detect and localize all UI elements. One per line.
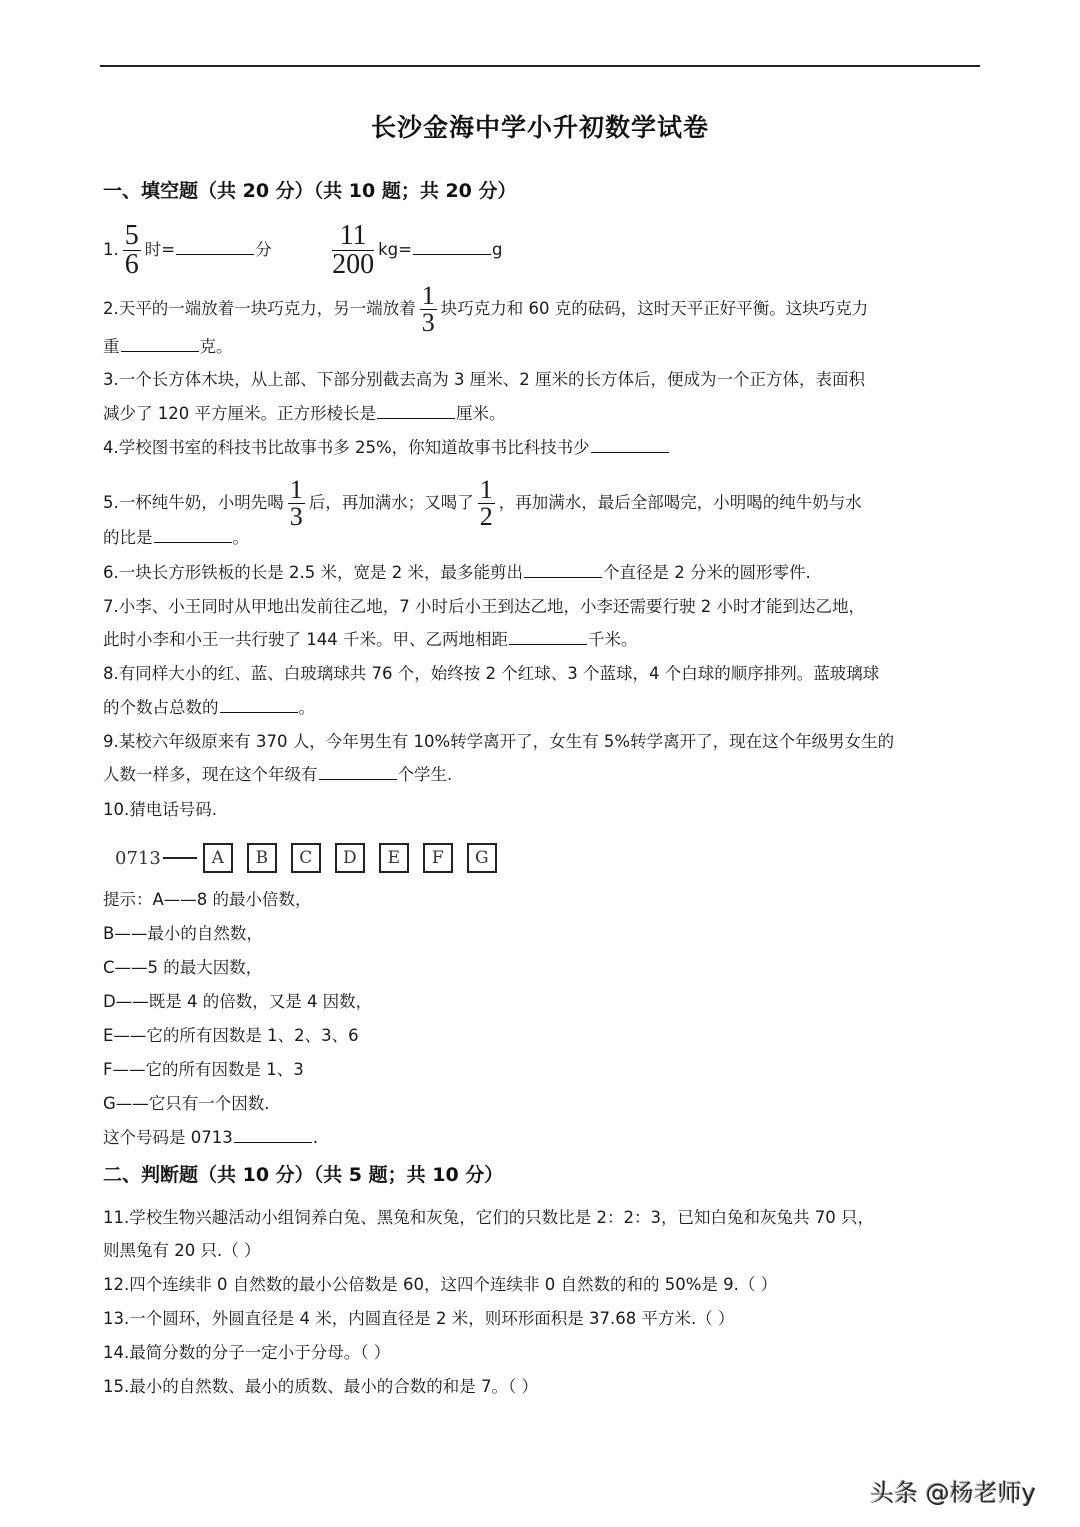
answer-blank[interactable] bbox=[509, 630, 587, 645]
answer-blank[interactable] bbox=[234, 1128, 312, 1143]
question-9-cont: 人数一样多，现在这个年级有 个学生. bbox=[103, 765, 453, 784]
question-2-cont: 重 克。 bbox=[103, 337, 233, 356]
question-7: 7.小李、小王同时从甲地出发前往乙地，7 小时后小王到达乙地，小李还需要行驶 2 小时才能到达乙地， bbox=[103, 597, 865, 616]
question-10-answer: 这个号码是 0713 . bbox=[103, 1128, 318, 1147]
section-heading-fill-in: 一、填空题（共 20 分）（共 10 题；共 20 分） bbox=[103, 180, 517, 202]
fraction: $\frac{1}{2}$ bbox=[479, 475, 493, 531]
question-4: 4.学校图书室的科技书比故事书多 25%，你知道故事书比科技书少 bbox=[103, 438, 670, 458]
section-heading-true-false: 二、判断题（共 10 分）（共 5 题；共 10 分） bbox=[103, 1164, 504, 1186]
fraction: $\frac{11}{200}$ bbox=[332, 220, 375, 280]
digit-box-e: E bbox=[379, 843, 409, 873]
dash bbox=[163, 857, 197, 859]
answer-blank[interactable] bbox=[591, 438, 669, 453]
hint-c: C——5 的最大因数， bbox=[103, 958, 263, 977]
question-12: 12.四个连续非 0 自然数的最小公倍数是 60，这四个连续非 0 自然数的和的 50%是 9.（ ） bbox=[103, 1275, 778, 1294]
digit-box-a: A bbox=[203, 843, 233, 873]
fraction: $\frac{1}{3}$ bbox=[421, 281, 435, 337]
answer-blank[interactable] bbox=[220, 698, 298, 713]
digit-box-b: B bbox=[247, 843, 277, 873]
hint-d: D——既是 4 的倍数，又是 4 因数， bbox=[103, 992, 373, 1011]
question-1: 1. $\frac{5}{6}$ 时= 分 $\frac{11}{200}$ kg= g bbox=[103, 220, 503, 280]
question-10: 10.猜电话号码. bbox=[103, 800, 217, 819]
phone-prefix: 0713 bbox=[115, 847, 161, 869]
hint-e: E——它的所有因数是 1、2、3、6 bbox=[103, 1026, 359, 1045]
hint-g: G——它只有一个因数. bbox=[103, 1094, 270, 1113]
question-15: 15.最小的自然数、最小的质数、最小的合数的和是 7。（ ） bbox=[103, 1377, 538, 1396]
question-5-cont: 的比是 。 bbox=[103, 528, 249, 547]
answer-blank[interactable] bbox=[121, 337, 199, 352]
page-title: 长沙金海中学小升初数学试卷 bbox=[370, 113, 709, 142]
answer-blank[interactable] bbox=[413, 240, 491, 255]
answer-blank[interactable] bbox=[176, 240, 254, 255]
question-11: 11.学校生物兴趣活动小组饲养白兔、黑兔和灰兔，它们的只数比是 2：2：3，已知白兔和灰兔共 70 只， bbox=[103, 1208, 874, 1227]
question-5: 5.一杯纯牛奶，小明先喝 $\frac{1}{3}$ 后，再加满水；又喝了 $\frac{1}{2}$ ，再加满水，最后全部喝完，小明喝的纯牛奶与水 bbox=[103, 475, 862, 531]
top-rule bbox=[100, 65, 980, 67]
question-7-cont: 此时小李和小王一共行驶了 144 千米。甲、乙两地相距 千米。 bbox=[103, 630, 638, 649]
answer-blank[interactable] bbox=[154, 528, 232, 543]
question-8-cont: 的个数占总数的 。 bbox=[103, 698, 315, 717]
question-6: 6.一块长方形铁板的长是 2.5 米，宽是 2 米，最多能剪出 个直径是 2 分米的圆形零件. bbox=[103, 563, 811, 582]
hint-b: B——最小的自然数， bbox=[103, 924, 263, 943]
answer-blank[interactable] bbox=[319, 765, 397, 780]
fraction: $\frac{1}{3}$ bbox=[289, 475, 303, 531]
question-14: 14.最简分数的分子一定小于分母。（ ） bbox=[103, 1343, 391, 1362]
phone-number-diagram bbox=[115, 843, 511, 873]
hint-f: F——它的所有因数是 1、3 bbox=[103, 1060, 304, 1079]
question-9: 9.某校六年级原来有 370 人，今年男生有 10%转学离开了，女生有 5%转学离开了，现在这个年级男女生的 bbox=[103, 732, 895, 751]
fraction: $\frac{5}{6}$ bbox=[124, 220, 139, 280]
answer-blank[interactable] bbox=[377, 404, 455, 419]
watermark: 头条 @杨老师y bbox=[870, 1479, 1036, 1507]
question-3: 3.一个长方体木块，从上部、下部分别截去高为 3 厘米、2 厘米的长方体后，便成为一个正方体，表面积 bbox=[103, 370, 865, 389]
answer-blank[interactable] bbox=[524, 563, 602, 578]
hint-a: 提示：A——8 的最小倍数， bbox=[103, 890, 312, 909]
question-2: 2.天平的一端放着一块巧克力，另一端放着 $\frac{1}{3}$ 块巧克力和 60 克的砝码，这时天平正好平衡。这块巧克力 bbox=[103, 281, 869, 337]
question-8: 8.有同样大小的红、蓝、白玻璃球共 76 个，始终按 2 个红球、3 个蓝球，4 个白球的顺序排列。蓝玻璃球 bbox=[103, 664, 880, 683]
digit-box-f: F bbox=[423, 843, 453, 873]
digit-box-d: D bbox=[335, 843, 365, 873]
digit-box-c: C bbox=[291, 843, 321, 873]
digit-box-g: G bbox=[467, 843, 497, 873]
question-13: 13.一个圆环，外圆直径是 4 米，内圆直径是 2 米，则环形面积是 37.68 平方米.（ ） bbox=[103, 1309, 735, 1328]
question-3-cont: 减少了 120 平方厘米。正方形棱长是 厘米。 bbox=[103, 404, 506, 423]
question-11-cont: 则黑兔有 20 只.（ ） bbox=[103, 1241, 261, 1260]
